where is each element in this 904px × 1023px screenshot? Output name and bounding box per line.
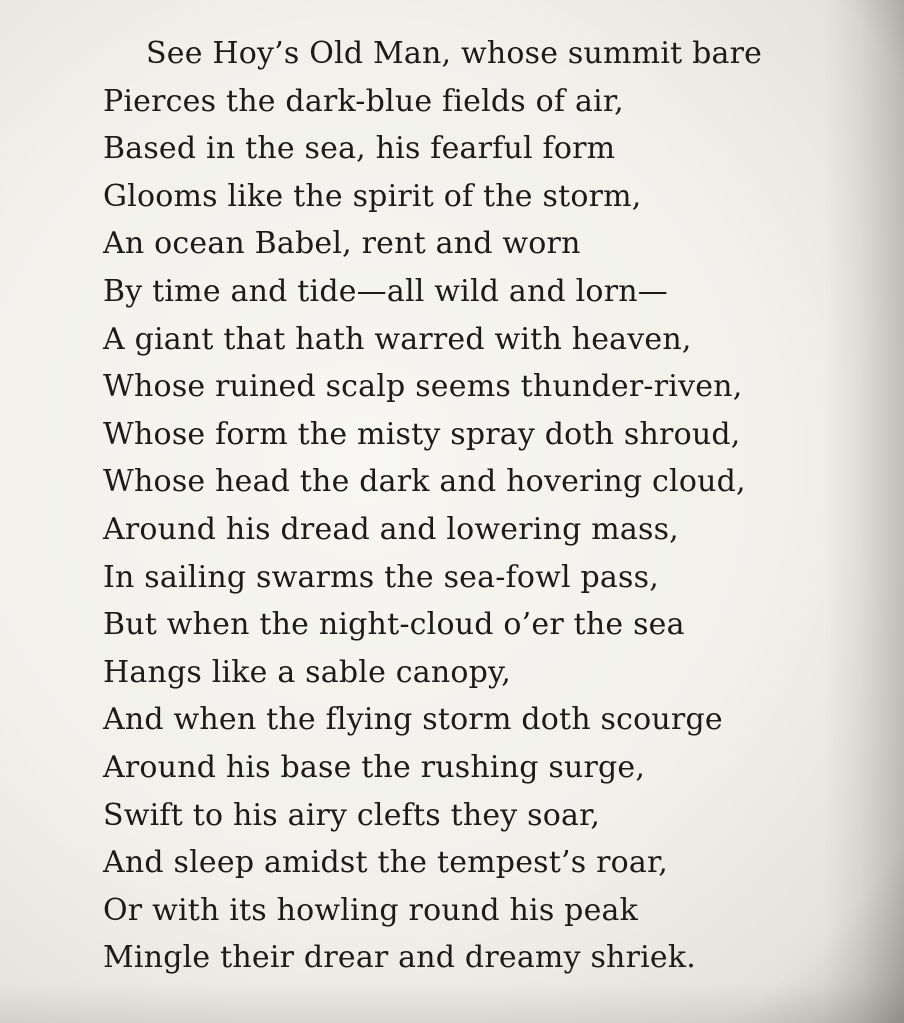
page-bottom-shadow — [0, 983, 904, 1023]
poem-line: And when the flying storm doth scourge — [103, 702, 723, 738]
poem-line: See Hoy’s Old Man, whose summit bare — [146, 36, 763, 71]
poem-line: By time and tide—all wild and lorn— — [103, 273, 668, 309]
poem-line: An ocean Babel, rent and worn — [103, 226, 581, 262]
poem-line: But when the night-cloud o’er the sea — [103, 607, 685, 643]
poem-line: Whose ruined scalp seems thunder-riven, — [103, 369, 743, 405]
poem-text — [103, 30, 863, 982]
poem-line: Swift to his airy clefts they soar, — [103, 797, 601, 833]
poem-line: A giant that hath warred with heaven, — [103, 321, 692, 357]
poem-line: Around his dread and lowering mass, — [103, 511, 679, 547]
poem-line: Mingle their drear and dreamy shriek. — [103, 940, 696, 976]
poem-line: Or with its howling round his peak — [103, 892, 639, 928]
poem-line: Around his base the rushing surge, — [103, 749, 646, 785]
poem-line: Whose form the misty spray doth shroud, — [103, 416, 741, 452]
poem-line: Whose head the dark and hovering cloud, — [103, 464, 746, 500]
poem-line: In sailing swarms the sea-fowl pass, — [103, 559, 659, 595]
poem-line: Hangs like a sable canopy, — [103, 654, 511, 690]
poem-line: Pierces the dark-blue fields of air, — [103, 83, 624, 119]
poem-line: And sleep amidst the tempest’s roar, — [103, 845, 668, 881]
poem-line: Glooms like the spirit of the storm, — [103, 178, 642, 214]
poem-line: Based in the sea, his fearful form — [103, 131, 616, 167]
